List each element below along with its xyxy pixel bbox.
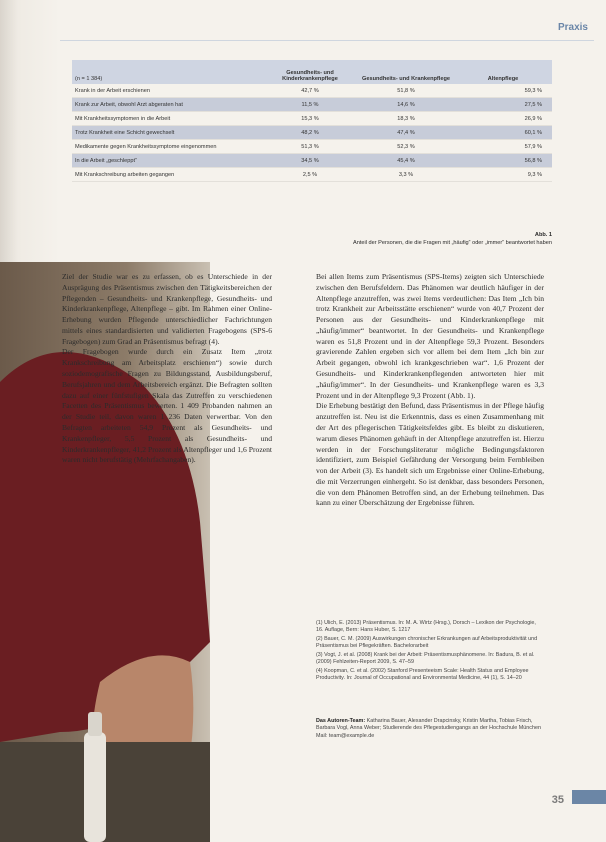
figure-caption (72, 232, 552, 247)
results-table (72, 60, 552, 182)
cell-value: 2,5 % (302, 171, 318, 178)
table-row (72, 126, 552, 140)
reference-item: (3) Vogt, J. et al. (2008) Krank bei der Arbeit: Präsentismusphänomene. In: Badura, B. et al. (2009) Fehlzeiten-Report 2009, S. 47–59 (316, 651, 535, 666)
column-header: Altenpflege (487, 76, 519, 82)
paragraph: Die Erhebung bestätigt den Befund, dass Präsentismus in der Pflege häufig anzutreffen ist. Neu ist die Erkenntnis, dass es einen Zusammenhang mit der Art des pflegerischen Tätigkeitsfeldes gibt. Es bleibt zu diskutieren, warum dieses Phänomen gehäuft in der Altenpflege anzutreffen ist. Hierzu werden in der Forschungsliteratur mögliche Bedingungsfaktoren identifiziert, zum Beispiel Gefährdung der Versorgung beim Fernbleiben von der Arbeit (3). Es handelt sich um Ergebnisse einer Online-Erhebung, die mit Verzerrungen einhergeht. So ist denkbar, dass besonders Personen, die von dem Phänomen Betroffen sind, an der Erhebung teilnehmen. Das kann zu einer Überschätzung der Ergebnisse führen. (316, 401, 544, 508)
paragraph: Der Fragebogen wurde durch ein Zusatz Item „trotz Krankschreibung am Arbeitsplatz erschienen“) sowie durch soziodemografische Fragen zu Bildungsstand, Ausbildungsberuf, Berufsjahren und dem Arbeitsbereich ergänzt. Die Befragten sollten dazu auf einer fünfstufigen Skala das Zutreffen zu verschiedenen Facetten des Präsentismus bewerten. 1 409 Probanden nahmen an der Studie teil, davon waren 1 236 Daten verwertbar. Von den Befragten arbeiteten 54,9 Prozent als Gesundheits- und Krankenpfleger, 5,5 Prozent als Gesundheits- und Kinderkrankenpfleger, 41,2 Prozent als Altenpfleger und 1,6 Prozent waren nicht berufstätig (Mehrfachangaben). (62, 347, 272, 465)
section-header: Praxis (557, 22, 588, 33)
cell-value: 9,3 % (527, 171, 542, 178)
n-label: (n = 1 384) (75, 76, 103, 82)
authors-mail: Mail: team@example.de (316, 732, 375, 739)
reference-item: (4) Koopman, C. et al. (2002) Stanford Presenteeism Scale: Health Status and Employee Productivity. In: Journal of Occupational and Environmental Medicine, 44 (1), S. 14–20 (316, 667, 529, 682)
table-row (72, 140, 552, 154)
reference-item: (2) Bauer, C. M. (2009) Auswirkungen chronischer Erkrankungen auf Arbeitsproduktivität und Präsentismus bei Pflegekräften. Bachelorarbeit (316, 635, 538, 650)
author-box (316, 718, 544, 740)
cell-value: 51,8 % (397, 87, 415, 94)
cell-value: 59,3 % (524, 87, 542, 94)
row-label: Mit Krankheitssymptomen in die Arbeit (75, 115, 171, 122)
table-row (72, 154, 552, 168)
table-header (72, 60, 552, 84)
row-label: Krank zur Arbeit, obwohl Arzt abgeraten hat (75, 101, 183, 108)
cell-value: 11,5 % (301, 101, 319, 108)
cell-value: 26,9 % (524, 115, 542, 122)
cell-value: 18,3 % (397, 115, 415, 122)
body-column-left (62, 272, 272, 466)
row-label: Mit Krankschreibung arbeiten gegangen (75, 171, 175, 178)
page-number-bar (572, 790, 606, 804)
authors-text: Katharina Bauer, Alexander Drapcinsky, Kristin Martha, Tobias Frisch, Barbara Vogl, Anna Weber; Studierende des Pflegestudiengangs an der Hochschule München (316, 718, 541, 732)
cell-value: 45,4 % (397, 157, 415, 164)
table-row (72, 168, 552, 182)
cell-value: 57,9 % (524, 143, 542, 150)
row-label: Krank in der Arbeit erschienen (75, 87, 150, 94)
caption-text: Anteil der Personen, die die Fragen mit „häufig“ oder „immer“ beantwortet haben (353, 239, 552, 246)
table-row (72, 84, 552, 98)
references (316, 620, 544, 684)
cell-value: 14,6 % (397, 101, 415, 108)
cell-value: 27,5 % (524, 101, 542, 108)
cell-value: 34,5 % (301, 157, 319, 164)
reference-item: (1) Ulich, E. (2013) Präsentismus. In: M. A. Wirtz (Hrsg.), Dorsch – Lexikon der Psychologie, 16. Auflage, Bern: Hans Huber, S. 1217 (316, 620, 536, 634)
body-column-right (316, 272, 544, 509)
row-label: In die Arbeit „geschleppt“ (75, 157, 137, 164)
row-label: Medikamente gegen Krankheitssymptome eingenommen (75, 143, 217, 150)
cell-value: 3,3 % (398, 171, 414, 178)
cell-value: 48,2 % (301, 129, 319, 136)
paragraph: Ziel der Studie war es zu erfassen, ob es Unterschiede in der Ausprägung des Präsentismus zwischen den Tätigkeitsbereichen der Pflegenden – Gesundheits- und Krankenpflege, Gesundheits- und Kinderkrankenpflege, Altenpflege – gibt. Im Rahmen einer Online-Erhebung wurden Pflegende unterschiedlicher Fachrichtungen mittels eines standardisierten und validierten Fragebogens (SPS-6 Fragebogen) zum Grad an Präsentismus befragt (4). (62, 272, 272, 346)
table-row (72, 112, 552, 126)
row-label: Trotz Krankheit eine Schicht gewechselt (75, 129, 175, 136)
cell-value: 15,3 % (301, 115, 319, 122)
table-row (72, 98, 552, 112)
authors-label: Das Autoren-Team: (316, 718, 366, 724)
column-header: Gesundheits- und Krankenpflege (362, 76, 450, 82)
caption-title: Abb. 1 (534, 232, 552, 238)
header-rule (60, 40, 594, 41)
paragraph: Bei allen Items zum Präsentismus (SPS-Items) zeigten sich Unterschiede zwischen den Berufsfeldern. Das Phänomen war deutlich häufiger in der Altenpflege anzutreffen, was zwei Items verdeutlichen: Das Item „Ich bin trotz Krankheit zur Arbeitsstätte erschienen“ wurde von 40,7 Prozent der Personen aus der Gesundheits- und Kinderkrankenpflege mit „häufig/immer“ beantwortet. In der Gesundheits- und Krankenpflege waren es 51,8 Prozent und in der Altenpflege 59,3 Prozent. Besonders gravierende Zahlen ergeben sich vor allem bei dem Item „Ich bin zur Arbeit gegangen, obwohl ich krankgeschrieben war“. 1,6 Prozent der Gesundheits- und Kinderkrankenpflegenden antworteten hier mit „häufig/immer“. In der Gesundheits- und Krankenpflege waren es 3,3 Prozent und in der Altenpflege 9,3 Prozent (Abb. 1). (316, 272, 544, 400)
cell-value: 47,4 % (397, 129, 415, 136)
column-header: Gesundheits- und Kinderkrankenpflege (282, 70, 338, 82)
cell-value: 56,8 % (524, 157, 542, 164)
cell-value: 51,3 % (301, 143, 319, 150)
cell-value: 60,1 % (524, 129, 542, 136)
cell-value: 42,7 % (301, 87, 319, 94)
page-number: 35 (551, 794, 564, 806)
cell-value: 52,3 % (397, 143, 415, 150)
